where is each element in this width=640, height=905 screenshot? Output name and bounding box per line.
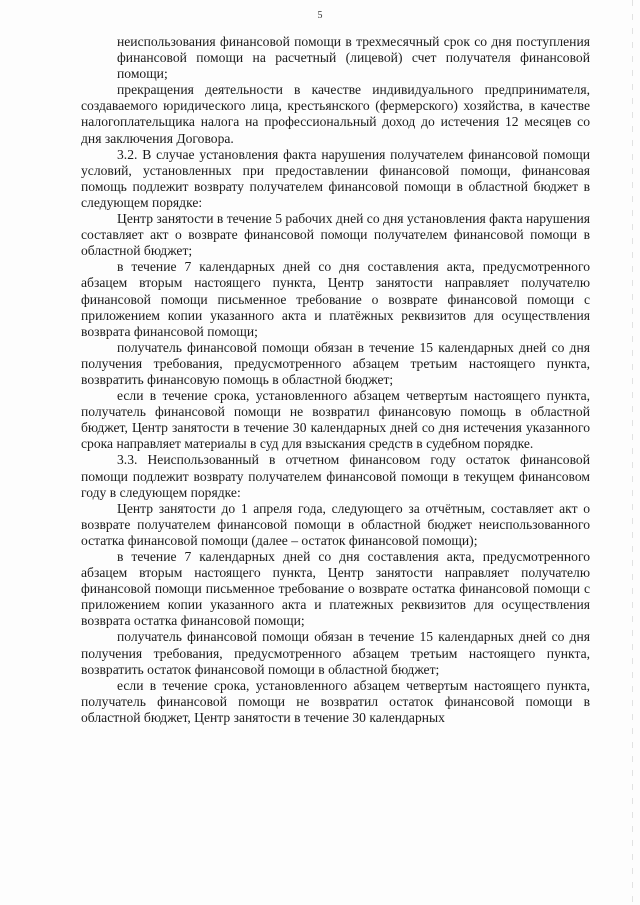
paragraph: 3.3. Неиспользованный в отчетном финансовом году остаток финансовой помощи подлежит возврату получателем финансовой помощи в текущем финансовом году в следующем порядке: xyxy=(81,452,590,500)
paragraph: в течение 7 календарных дней со дня составления акта, предусмотренного абзацем вторым настоящего пункта, Центр занятости направляет получателю финансовой помощи письменное требование о возврате остатка финансовой помощи с приложением копии указанного акта и платежных реквизитов для осуществления возврата остатка финансовой помощи; xyxy=(81,549,590,629)
paragraph: получатель финансовой помощи обязан в течение 15 календарных дней со дня получения требования, предусмотренного абзацем третьим настоящего пункта, возвратить финансовую помощь в областной бюджет; xyxy=(81,339,590,387)
paragraph: если в течение срока, установленного абзацем четвертым настоящего пункта, получатель финансовой помощи не возвратил остаток финансовой помощи в областной бюджет, Центр занятости в течение 30 календарных xyxy=(81,677,590,725)
paragraph: получатель финансовой помощи обязан в течение 15 календарных дней со дня получения требования, предусмотренного абзацем третьим настоящего пункта, возвратить остаток финансовой помощи в областной бюджет; xyxy=(81,629,590,677)
scan-edge-artifact xyxy=(632,0,633,905)
paragraph: прекращения деятельности в качестве индивидуального предпринимателя, создаваемого юридического лица, крестьянского (фермерского) хозяйства, в качестве налогоплательщика налога на профессиональный доход до истечения 12 месяцев со дня заключения Договора. xyxy=(81,82,590,146)
paragraph: в течение 7 календарных дней со дня составления акта, предусмотренного абзацем вторым настоящего пункта, Центр занятости направляет получателю финансовой помощи письменное требование о возврате финансовой помощи с приложением копии указанного акта и платёжных реквизитов для осуществления возврата финансовой помощи; xyxy=(81,259,590,339)
paragraph: Центр занятости до 1 апреля года, следующего за отчётным, составляет акт о возврате получателем финансовой помощи в областной бюджет неиспользованного остатка финансовой помощи (далее – остаток финансовой помощи); xyxy=(81,500,590,548)
paragraph: неиспользования финансовой помощи в трехмесячный срок со дня поступления финансовой помощи на расчетный (лицевой) счет получателя финансовой помощи; xyxy=(117,34,590,82)
page-number: 5 xyxy=(317,10,323,21)
paragraph: 3.2. В случае установления факта нарушения получателем финансовой помощи условий, установленных при предоставлении финансовой помощи, финансовая помощь подлежит возврату получателем финансовой помощи в областной бюджет в следующем порядке: xyxy=(81,146,590,210)
paragraph: Центр занятости в течение 5 рабочих дней со дня установления факта нарушения составляет акт о возврате финансовой помощи получателем финансовой помощи в областной бюджет; xyxy=(81,211,590,259)
paragraph: если в течение срока, установленного абзацем четвертым настоящего пункта, получатель финансовой помощи не возвратил финансовую помощь в областной бюджет, Центр занятости в течение 30 календарных дней со дня истечения указанного срока направляет материалы в суд для взыскания средств в судебном порядке. xyxy=(81,388,590,452)
document-body xyxy=(81,34,590,726)
